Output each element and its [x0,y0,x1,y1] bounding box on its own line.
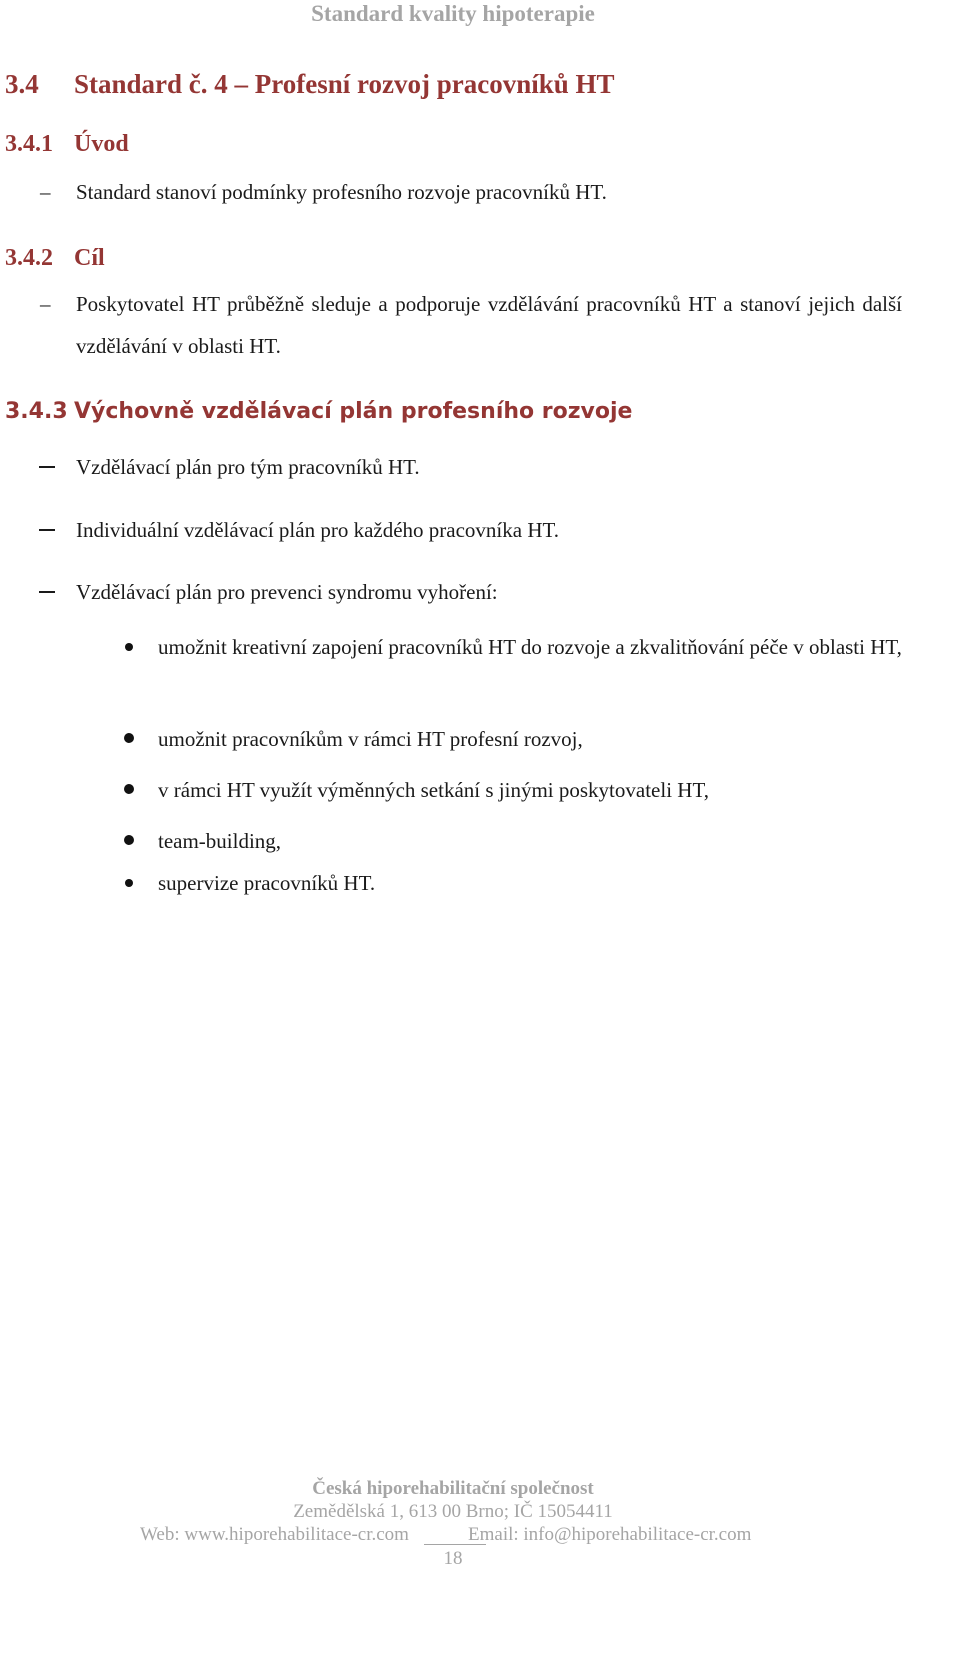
section-heading [5,66,615,102]
bullet-marker [125,643,133,651]
subsection-heading-goal [5,242,105,274]
list-item-text: Poskytovatel HT průběžně sleduje a podporuje vzdělávání pracovníků HT a stanoví jejich další vzdělávání v oblasti HT. [76,292,902,358]
dash-marker [39,529,55,531]
page-number: 18 [443,1548,463,1569]
subsection-title: Cíl [74,245,105,271]
bullet-marker [124,835,134,845]
subsection-number: 3.4.3 [5,399,68,424]
bullet-item [0,862,906,904]
footer-web: Web: www.hiporehabilitace-cr.com [140,1524,409,1545]
subsection-title: Úvod [74,131,129,157]
list-item-text: Standard stanoví podmínky profesního rozvoje pracovníků HT. [76,180,607,204]
dash-marker: – [40,292,51,316]
section-title: Standard č. 4 – Profesní rozvoj pracovníků HT [74,69,615,99]
bullet-item [0,626,906,710]
dash-marker [39,591,55,593]
list-item-text: Vzdělávací plán pro tým pracovníků HT. [76,455,420,479]
bullet-item-text: umožnit kreativní zapojení pracovníků HT do rozvoje a zkvalitňování péče v oblasti HT, [158,635,902,659]
subsection-heading-plan [5,396,632,428]
footer-contact-row [0,1523,906,1546]
list-item [0,571,906,613]
list-item-text: Vzdělávací plán pro prevenci syndromu vyhoření: [76,580,498,604]
list-item [0,171,906,213]
dash-marker: – [40,180,51,204]
section-number: 3.4 [5,69,39,99]
dash-marker [39,466,55,468]
subsection-title: Výchovně vzdělávací plán profesního rozvoje [74,399,633,424]
subsection-number: 3.4.2 [5,245,53,271]
bullet-marker [124,784,134,794]
bullet-item [0,820,906,862]
list-item [0,509,906,551]
bullet-item-text: supervize pracovníků HT. [158,871,376,895]
list-item-text: Individuální vzdělávací plán pro každého pracovníka HT. [76,518,560,542]
list-item [0,446,906,488]
bullet-item-text: v rámci HT využít výměnných setkání s jinými poskytovateli HT, [158,778,709,802]
footer-company: Česká hiporehabilitační společnost [312,1478,594,1499]
bullet-marker [124,733,134,743]
subsection-heading-intro [5,128,129,160]
bullet-item [0,769,906,811]
footer-address: Zemědělská 1, 613 00 Brno; IČ 15054411 [293,1501,613,1522]
subsection-number: 3.4.1 [5,131,53,157]
list-item [0,283,906,367]
bullet-item-text: team-building, [158,829,282,853]
bullet-item-text: umožnit pracovníkům v rámci HT profesní rozvoj, [158,727,583,751]
running-header: Standard kvality hipoterapie [311,1,595,26]
bullet-item [0,718,906,760]
footer-email: Email: info@hiporehabilitace-cr.com [468,1524,752,1545]
bullet-marker [125,879,133,887]
